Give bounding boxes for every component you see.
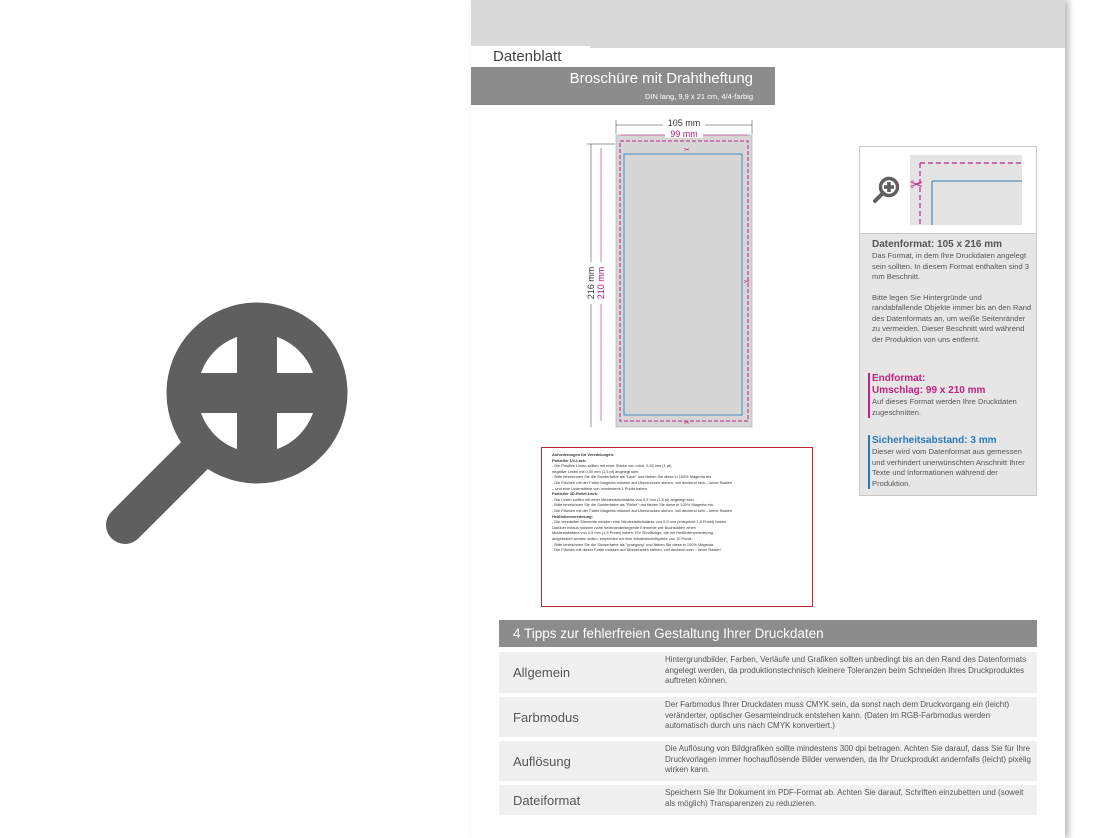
- notes-line: - Die Flächen mit der Farbe Magenta müssen auf Überdrucken stehen, voll deckend sein – keine Raster!: [552, 479, 733, 485]
- notes-line: - Die Positive Linien sollten mit einer Stärke von mind. 0,35 mm (1 pt): [552, 463, 672, 469]
- finishing-requirements-box: [541, 447, 813, 607]
- corner-detail: [910, 155, 1022, 225]
- svg-text:✂: ✂: [684, 146, 690, 154]
- tip-label: Allgemein: [513, 665, 571, 680]
- tip-text: Die Auflösung von Bildgrafiken sollte mindestens 300 dpi betragen. Achten Sie darauf, dass Sie für Ihre Druckvorlagen immer hochauflösende Bilder verwenden, da Ihr Druckprodukt andernfalls (leicht) pixelig wirken kann.: [665, 744, 1031, 775]
- notes-line: - Bitte bezeichnen Sie die Sonderfarbe als "Lack" und färben Sie diese in 100% Magenta ein.: [552, 474, 713, 480]
- format-info-panel: [859, 146, 1037, 496]
- notes-line: Mindestabstand von 0,5 mm (1,5 Punkt) haben. Für Schriftzüge, die mit Heißfolienveredelung: [552, 530, 713, 536]
- end-format-text: Auf dieses Format werden Ihre Druckdaten zugeschnitten.: [872, 397, 1017, 417]
- notes-line: aufgebracht werden sollen, empfehlen wir eine Mindestschriftgröße von 10 Punkt.: [552, 535, 693, 541]
- tip-text: Der Farbmodus Ihrer Druckdaten muss CMYK sein, da sonst nach dem Druckvorgang ein (leicht) veränderter, optischer Gesamteindruck entstehen kann. (Daten im RGB-Farbmodus werden automatisch durch uns nach CMYK konvertiert.): [665, 700, 1010, 731]
- notes-heading: Anforderungen für Veredelungen:: [552, 452, 615, 457]
- data-format-section: [872, 239, 1032, 345]
- height-outer-label: 216 mm: [586, 266, 596, 300]
- tip-label: Dateiformat: [513, 792, 581, 808]
- notes-line: – und eine Linienstärke von mindestens 1 Punkt haben.: [552, 485, 648, 491]
- notes-line: - Die Linien sollten mit einer Mindeststrichstärke von 0,5 mm (1,5 pt) angelegt sein.: [552, 496, 695, 502]
- notes-line: negative Linien mit 0,50 mm (1,5 pt) angelegt sein.: [552, 468, 640, 474]
- svg-text:✂: ✂: [744, 278, 750, 286]
- notes-line: Partieller UV-Lack:: [552, 457, 587, 463]
- tip-text: Hintergrundbilder, Farben, Verläufe und Grafiken sollten unbedingt bis an den Rand des Datenformats angelegt werden, da produktionstechnisch kleinere Toleranzen beim Schneiden Ihres Druckproduktes auftreten können.: [665, 655, 1027, 686]
- safety-margin-text: Dieser wird vom Datenformat aus gemessen und verhindert unerwünschten Anschnitt Ihrer Texte und Informationen während der Produktion.: [872, 447, 1025, 488]
- notes-line: - Bitte bezeichnen Sie die Sonderfarbe als "praegung" und färben Sie diese in 100% Magenta.: [552, 541, 715, 547]
- product-title: Broschüre mit Drahtheftung: [569, 70, 753, 87]
- zoom-in-icon[interactable]: [100, 290, 360, 550]
- datasheet-page: [471, 0, 1065, 838]
- tips-section: [499, 620, 1037, 815]
- notes-line: Darüber hinaus müssen nahe beieinanderliegende Elemente wie Buchstaben einen: [552, 524, 696, 530]
- notes-line: Partieller 3D-Relief-Lack:: [552, 491, 599, 497]
- format-diagram: [581, 112, 781, 437]
- tip-label: Farbmodus: [513, 709, 579, 725]
- datasheet-label: Datenblatt: [471, 46, 590, 67]
- notes-line: - Die veredelten Elemente müssen eine Mindeststrichstärke von 0,5 mm (entspricht 1,5 Punkt) haben.: [552, 519, 728, 525]
- notes-line: - Die Flächen mit der Farbe Magenta müssen auf Überdrucken stehen, voll deckend sein – keine Raster!: [552, 507, 733, 513]
- scissors-icon: ✂: [910, 175, 924, 194]
- zoom-in-icon[interactable]: [872, 175, 902, 205]
- end-format-subheading: Umschlag: 99 x 210 mm: [872, 385, 986, 396]
- title-band: [471, 67, 775, 105]
- safety-margin-section: [868, 435, 1032, 489]
- data-format-heading: Datenformat: 105 x 216 mm: [872, 239, 1003, 250]
- corner-preview: [860, 147, 1036, 234]
- notes-line: - Bitte bezeichnen Sie die Sonderfarbe als "Relief" und färben Sie diese in 100% Magenta ein.: [552, 502, 714, 508]
- notes-line: Heißfolienveredelung:: [552, 513, 593, 519]
- tip-row-general: [499, 652, 1037, 693]
- bleed-text: Bitte legen Sie Hintergründe und randabfallende Objekte immer bis an den Rand des Datenformats an, um weiße Seitenränder zu vermeiden. Dieser Beschnitt wird während der Produktion von uns entfernt.: [872, 292, 1032, 344]
- end-format-heading: Endformat:: [872, 373, 926, 384]
- tip-text: Speichern Sie Ihr Dokument im PDF-Format ab. Achten Sie darauf, Schriften einzubetten und (soweit als möglich) Transparenzen zu reduzieren.: [665, 788, 1024, 808]
- tip-row-resolution: [499, 741, 1037, 781]
- safety-margin-heading: Sicherheitsabstand: 3 mm: [872, 435, 997, 446]
- tip-row-file-format: [499, 785, 1037, 815]
- end-format-section: [868, 373, 1032, 418]
- tip-label: Auflösung: [513, 753, 571, 769]
- tips-heading: 4 Tipps zur fehlerfreien Gestaltung Ihrer Druckdaten: [499, 620, 1037, 647]
- data-format-text: Das Format, in dem Ihre Druckdaten angelegt sein sollten. In diesem Format enthalten sind 3 mm Beschnitt.: [872, 251, 1030, 281]
- height-inner-label: 210 mm: [596, 266, 606, 300]
- svg-text:✂: ✂: [684, 419, 690, 427]
- tip-row-color-mode: [499, 697, 1037, 737]
- width-outer-label: 105 mm: [667, 118, 701, 128]
- header-band: [471, 0, 1065, 48]
- width-inner-label: 99 mm: [670, 129, 698, 139]
- product-subtitle: DIN lang, 9,9 x 21 cm, 4/4-farbig: [645, 92, 753, 101]
- notes-line: - Die Flächen mit dieser Farbe müssen auf Überdrucken stehen, voll deckend sein – keine Raster!: [552, 547, 721, 553]
